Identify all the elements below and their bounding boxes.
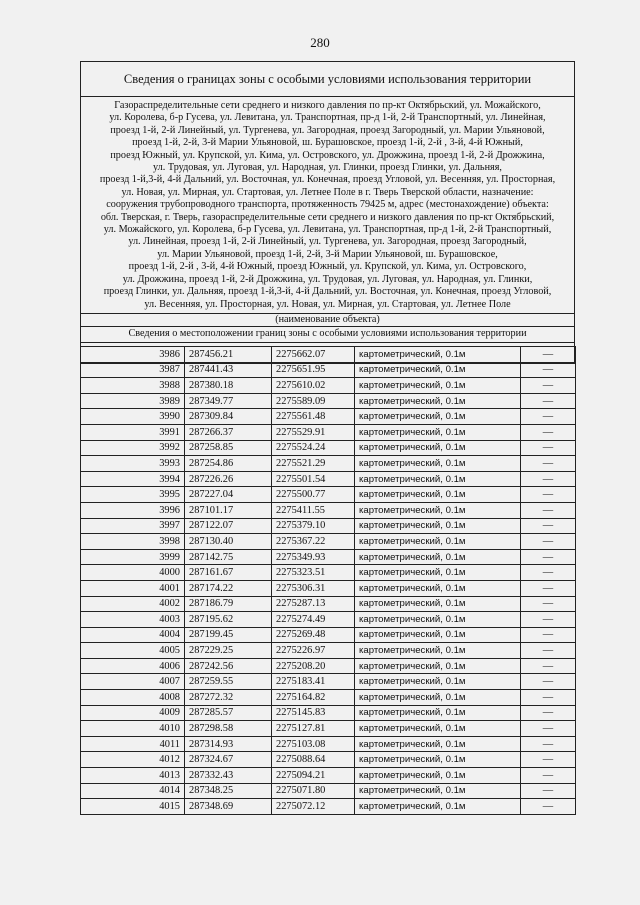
description-line: ул. Линейная, проезд 1-й, 2-й Линейный, ул. Тургенева, ул. Загородная, проезд Загородный, (128, 236, 527, 248)
description-line: проезд 1-й, 2-й , 3-й, 4-й Южный, проезд Южный, ул. Крупской, ул. Кима, ул. Островского, (128, 261, 527, 273)
x-coordinate-cell: 287285.57 (185, 705, 272, 721)
description-line: ул. Марии Ульяновой, проезд 1-й, 2-й, 3-й Марии Ульяновой, ш. Бурашовское, (157, 248, 498, 260)
y-coordinate-cell: 2275561.48 (272, 409, 355, 425)
point-number-cell: 4013 (81, 768, 185, 784)
x-coordinate-cell: 287195.62 (185, 612, 272, 628)
dash-cell: — (521, 424, 576, 440)
table-row (81, 518, 576, 534)
table-row (81, 565, 576, 581)
y-coordinate-cell: 2275269.48 (272, 627, 355, 643)
table-row (81, 752, 576, 768)
y-coordinate-cell: 2275072.12 (272, 799, 355, 815)
method-cell: картометрический, 0.1м (355, 549, 521, 565)
point-number-cell: 4015 (81, 799, 185, 815)
object-description (81, 97, 574, 313)
x-coordinate-cell: 287186.79 (185, 596, 272, 612)
y-coordinate-cell: 2275501.54 (272, 471, 355, 487)
dash-cell: — (521, 502, 576, 518)
y-coordinate-cell: 2275524.24 (272, 440, 355, 456)
x-coordinate-cell: 287314.93 (185, 736, 272, 752)
point-number-cell: 3986 (81, 347, 185, 363)
method-cell: картометрический, 0.1м (355, 736, 521, 752)
y-coordinate-cell: 2275521.29 (272, 456, 355, 472)
dash-cell: — (521, 440, 576, 456)
dash-cell: — (521, 518, 576, 534)
method-cell: картометрический, 0.1м (355, 705, 521, 721)
page-number: 280 (310, 35, 330, 50)
description-line: проезд 1-й, 2-й Линейный, ул. Тургенева, ул. Загородная, проезд Загородный, ул. Марии Ульяновой, (110, 124, 545, 136)
point-number-cell: 4003 (81, 612, 185, 628)
point-number-cell: 3992 (81, 440, 185, 456)
method-cell: картометрический, 0.1м (355, 409, 521, 425)
x-coordinate-cell: 287348.25 (185, 783, 272, 799)
table-row (81, 549, 576, 565)
table-row (81, 378, 576, 394)
point-number-cell: 4006 (81, 658, 185, 674)
point-number-cell: 3998 (81, 534, 185, 550)
point-number-cell: 3989 (81, 393, 185, 409)
point-number-cell: 3991 (81, 424, 185, 440)
point-number-cell: 4000 (81, 565, 185, 581)
point-number-cell: 4008 (81, 690, 185, 706)
description-line: ул. Можайского, ул. Королева, б-р Гусева, ул. Левитана, ул. Транспортная, пр-д 1-й, 2-й Транспортный, (103, 224, 552, 236)
x-coordinate-cell: 287227.04 (185, 487, 272, 503)
description-line: проезд Глинки, ул. Дальняя, проезд 1-й,3-й, 4-й Дальний, ул. Восточная, ул. Конечная, проезд Угловой, (103, 286, 552, 298)
y-coordinate-cell: 2275500.77 (272, 487, 355, 503)
method-cell: картометрический, 0.1м (355, 783, 521, 799)
table-row (81, 705, 576, 721)
y-coordinate-cell: 2275529.91 (272, 424, 355, 440)
dash-cell: — (521, 456, 576, 472)
point-number-cell: 3988 (81, 378, 185, 394)
table-row (81, 456, 576, 472)
dash-cell: — (521, 752, 576, 768)
table-row (81, 736, 576, 752)
dash-cell: — (521, 409, 576, 425)
table-row (81, 658, 576, 674)
description-line: проезд Южный, ул. Крупской, ул. Кима, ул. Островского, ул. Дрожжина, проезд 1-й, 2-й Дрожжина, (110, 149, 545, 161)
method-cell: картометрический, 0.1м (355, 658, 521, 674)
table-row (81, 440, 576, 456)
dash-cell: — (521, 690, 576, 706)
method-cell: картометрический, 0.1м (355, 627, 521, 643)
y-coordinate-cell: 2275589.09 (272, 393, 355, 409)
method-cell: картометрический, 0.1м (355, 456, 521, 472)
x-coordinate-cell: 287242.56 (185, 658, 272, 674)
x-coordinate-cell: 287142.75 (185, 549, 272, 565)
table-row (81, 643, 576, 659)
method-cell: картометрический, 0.1м (355, 643, 521, 659)
table-row (81, 393, 576, 409)
y-coordinate-cell: 2275226.97 (272, 643, 355, 659)
method-cell: картометрический, 0.1м (355, 502, 521, 518)
table-row (81, 627, 576, 643)
y-coordinate-cell: 2275208.20 (272, 658, 355, 674)
point-number-cell: 3993 (81, 456, 185, 472)
y-coordinate-cell: 2275088.64 (272, 752, 355, 768)
dash-cell: — (521, 674, 576, 690)
description-line: сооружения трубопроводного транспорта, протяженность 79425 м, адрес (местонахождение) объекта: (106, 199, 549, 211)
point-number-cell: 3997 (81, 518, 185, 534)
coordinates-table (80, 346, 576, 815)
dash-cell: — (521, 549, 576, 565)
point-number-cell: 4002 (81, 596, 185, 612)
table-row (81, 502, 576, 518)
x-coordinate-cell: 287324.67 (185, 752, 272, 768)
table-row (81, 596, 576, 612)
point-number-cell: 4007 (81, 674, 185, 690)
point-number-cell: 4012 (81, 752, 185, 768)
dash-cell: — (521, 580, 576, 596)
description-line: проезд 1-й, 2-й, 3-й Марии Ульяновой, ш. Бурашовское, проезд 1-й, 2-й , 3-й, 4-й Южный, (132, 137, 523, 149)
location-section-header: Сведения о местоположении границ зоны с особыми условиями использования территории (81, 326, 574, 342)
x-coordinate-cell: 287258.85 (185, 440, 272, 456)
table-row (81, 799, 576, 815)
point-number-cell: 4010 (81, 721, 185, 737)
table-row (81, 612, 576, 628)
method-cell: картометрический, 0.1м (355, 440, 521, 456)
dash-cell: — (521, 471, 576, 487)
point-number-cell: 4004 (81, 627, 185, 643)
method-cell: картометрический, 0.1м (355, 534, 521, 550)
x-coordinate-cell: 287298.58 (185, 721, 272, 737)
table-row (81, 424, 576, 440)
dash-cell: — (521, 565, 576, 581)
x-coordinate-cell: 287348.69 (185, 799, 272, 815)
x-coordinate-cell: 287122.07 (185, 518, 272, 534)
document-title: Сведения о границах зоны с особыми условиями использования территории (81, 62, 574, 97)
method-cell: картометрический, 0.1м (355, 471, 521, 487)
dash-cell: — (521, 612, 576, 628)
y-coordinate-cell: 2275367.22 (272, 534, 355, 550)
y-coordinate-cell: 2275306.31 (272, 580, 355, 596)
x-coordinate-cell: 287349.77 (185, 393, 272, 409)
x-coordinate-cell: 287456.21 (185, 347, 272, 363)
method-cell: картометрический, 0.1м (355, 487, 521, 503)
table-row (81, 487, 576, 503)
table-row (81, 409, 576, 425)
dash-cell: — (521, 627, 576, 643)
y-coordinate-cell: 2275183.41 (272, 674, 355, 690)
dash-cell: — (521, 393, 576, 409)
description-line: ул. Королева, б-р Гусева, ул. Левитана, ул. Транспортная, пр-д 1-й, 2-й Транспортный, ул. Линейная, (109, 112, 546, 124)
x-coordinate-cell: 287266.37 (185, 424, 272, 440)
table-row (81, 768, 576, 784)
y-coordinate-cell: 2275411.55 (272, 502, 355, 518)
method-cell: картометрический, 0.1м (355, 580, 521, 596)
y-coordinate-cell: 2275379.10 (272, 518, 355, 534)
zone-info-frame (80, 61, 575, 364)
y-coordinate-cell: 2275349.93 (272, 549, 355, 565)
description-line: ул. Трудовая, ул. Луговая, ул. Народная, ул. Глинки, проезд Глинки, ул. Дальняя, (153, 162, 502, 174)
point-number-cell: 3999 (81, 549, 185, 565)
description-line: ул. Новая, ул. Мирная, ул. Стартовая, ул. Летнее Поле в г. Тверь Тверской области, назначение: (121, 186, 534, 198)
method-cell: картометрический, 0.1м (355, 690, 521, 706)
description-line: проезд 1-й,3-й, 4-й Дальний, ул. Восточная, ул. Конечная, проезд Угловой, ул. Весенняя, ул. Просторная, (99, 174, 556, 186)
method-cell: картометрический, 0.1м (355, 424, 521, 440)
dash-cell: — (521, 643, 576, 659)
x-coordinate-cell: 287309.84 (185, 409, 272, 425)
method-cell: картометрический, 0.1м (355, 768, 521, 784)
dash-cell: — (521, 378, 576, 394)
x-coordinate-cell: 287229.25 (185, 643, 272, 659)
y-coordinate-cell: 2275071.80 (272, 783, 355, 799)
dash-cell: — (521, 799, 576, 815)
x-coordinate-cell: 287226.26 (185, 471, 272, 487)
x-coordinate-cell: 287101.17 (185, 502, 272, 518)
table-row (81, 534, 576, 550)
dash-cell: — (521, 362, 576, 378)
method-cell: картометрический, 0.1м (355, 612, 521, 628)
x-coordinate-cell: 287174.22 (185, 580, 272, 596)
y-coordinate-cell: 2275323.51 (272, 565, 355, 581)
point-number-cell: 3987 (81, 362, 185, 378)
table-row (81, 674, 576, 690)
y-coordinate-cell: 2275610.02 (272, 378, 355, 394)
method-cell: картометрический, 0.1м (355, 347, 521, 363)
dash-cell: — (521, 736, 576, 752)
x-coordinate-cell: 287130.40 (185, 534, 272, 550)
point-number-cell: 4001 (81, 580, 185, 596)
method-cell: картометрический, 0.1м (355, 799, 521, 815)
x-coordinate-cell: 287199.45 (185, 627, 272, 643)
dash-cell: — (521, 534, 576, 550)
point-number-cell: 4011 (81, 736, 185, 752)
table-row (81, 721, 576, 737)
method-cell: картометрический, 0.1м (355, 378, 521, 394)
dash-cell: — (521, 658, 576, 674)
table-row (81, 347, 576, 363)
method-cell: картометрический, 0.1м (355, 674, 521, 690)
dash-cell: — (521, 705, 576, 721)
method-cell: картометрический, 0.1м (355, 596, 521, 612)
method-cell: картометрический, 0.1м (355, 721, 521, 737)
point-number-cell: 3995 (81, 487, 185, 503)
x-coordinate-cell: 287254.86 (185, 456, 272, 472)
dash-cell: — (521, 596, 576, 612)
description-line: ул. Дрожжина, проезд 1-й, 2-й Дрожжина, ул. Трудовая, ул. Луговая, ул. Народная, ул. Глинки, (122, 273, 533, 285)
x-coordinate-cell: 287332.43 (185, 768, 272, 784)
dash-cell: — (521, 721, 576, 737)
description-line: обл. Тверская, г. Тверь, газораспределительные сети среднего и низкого давления по пр-кт Октябрьский, (100, 211, 555, 223)
point-number-cell: 3994 (81, 471, 185, 487)
point-number-cell: 3990 (81, 409, 185, 425)
description-line: Газораспределительные сети среднего и низкого давления по пр-кт Октябрьский, ул. Можайского, (114, 100, 541, 111)
point-number-cell: 4009 (81, 705, 185, 721)
table-row (81, 690, 576, 706)
method-cell: картометрический, 0.1м (355, 393, 521, 409)
point-number-cell: 4014 (81, 783, 185, 799)
table-row (81, 362, 576, 378)
x-coordinate-cell: 287380.18 (185, 378, 272, 394)
table-row (81, 580, 576, 596)
y-coordinate-cell: 2275651.95 (272, 362, 355, 378)
point-number-cell: 3996 (81, 502, 185, 518)
table-row (81, 783, 576, 799)
table-row (81, 471, 576, 487)
x-coordinate-cell: 287259.55 (185, 674, 272, 690)
object-name-caption: (наименование объекта) (81, 313, 574, 326)
y-coordinate-cell: 2275274.49 (272, 612, 355, 628)
x-coordinate-cell: 287161.67 (185, 565, 272, 581)
x-coordinate-cell: 287441.43 (185, 362, 272, 378)
dash-cell: — (521, 783, 576, 799)
dash-cell: — (521, 768, 576, 784)
y-coordinate-cell: 2275145.83 (272, 705, 355, 721)
method-cell: картометрический, 0.1м (355, 565, 521, 581)
description-line: ул. Весенняя, ул. Просторная, ул. Новая, ул. Мирная, ул. Стартовая, ул. Летнее Поле (144, 298, 511, 310)
y-coordinate-cell: 2275164.82 (272, 690, 355, 706)
x-coordinate-cell: 287272.32 (185, 690, 272, 706)
point-number-cell: 4005 (81, 643, 185, 659)
y-coordinate-cell: 2275094.21 (272, 768, 355, 784)
method-cell: картометрический, 0.1м (355, 518, 521, 534)
method-cell: картометрический, 0.1м (355, 362, 521, 378)
y-coordinate-cell: 2275103.08 (272, 736, 355, 752)
y-coordinate-cell: 2275287.13 (272, 596, 355, 612)
y-coordinate-cell: 2275127.81 (272, 721, 355, 737)
dash-cell: — (521, 347, 576, 363)
y-coordinate-cell: 2275662.07 (272, 347, 355, 363)
method-cell: картометрический, 0.1м (355, 752, 521, 768)
dash-cell: — (521, 487, 576, 503)
